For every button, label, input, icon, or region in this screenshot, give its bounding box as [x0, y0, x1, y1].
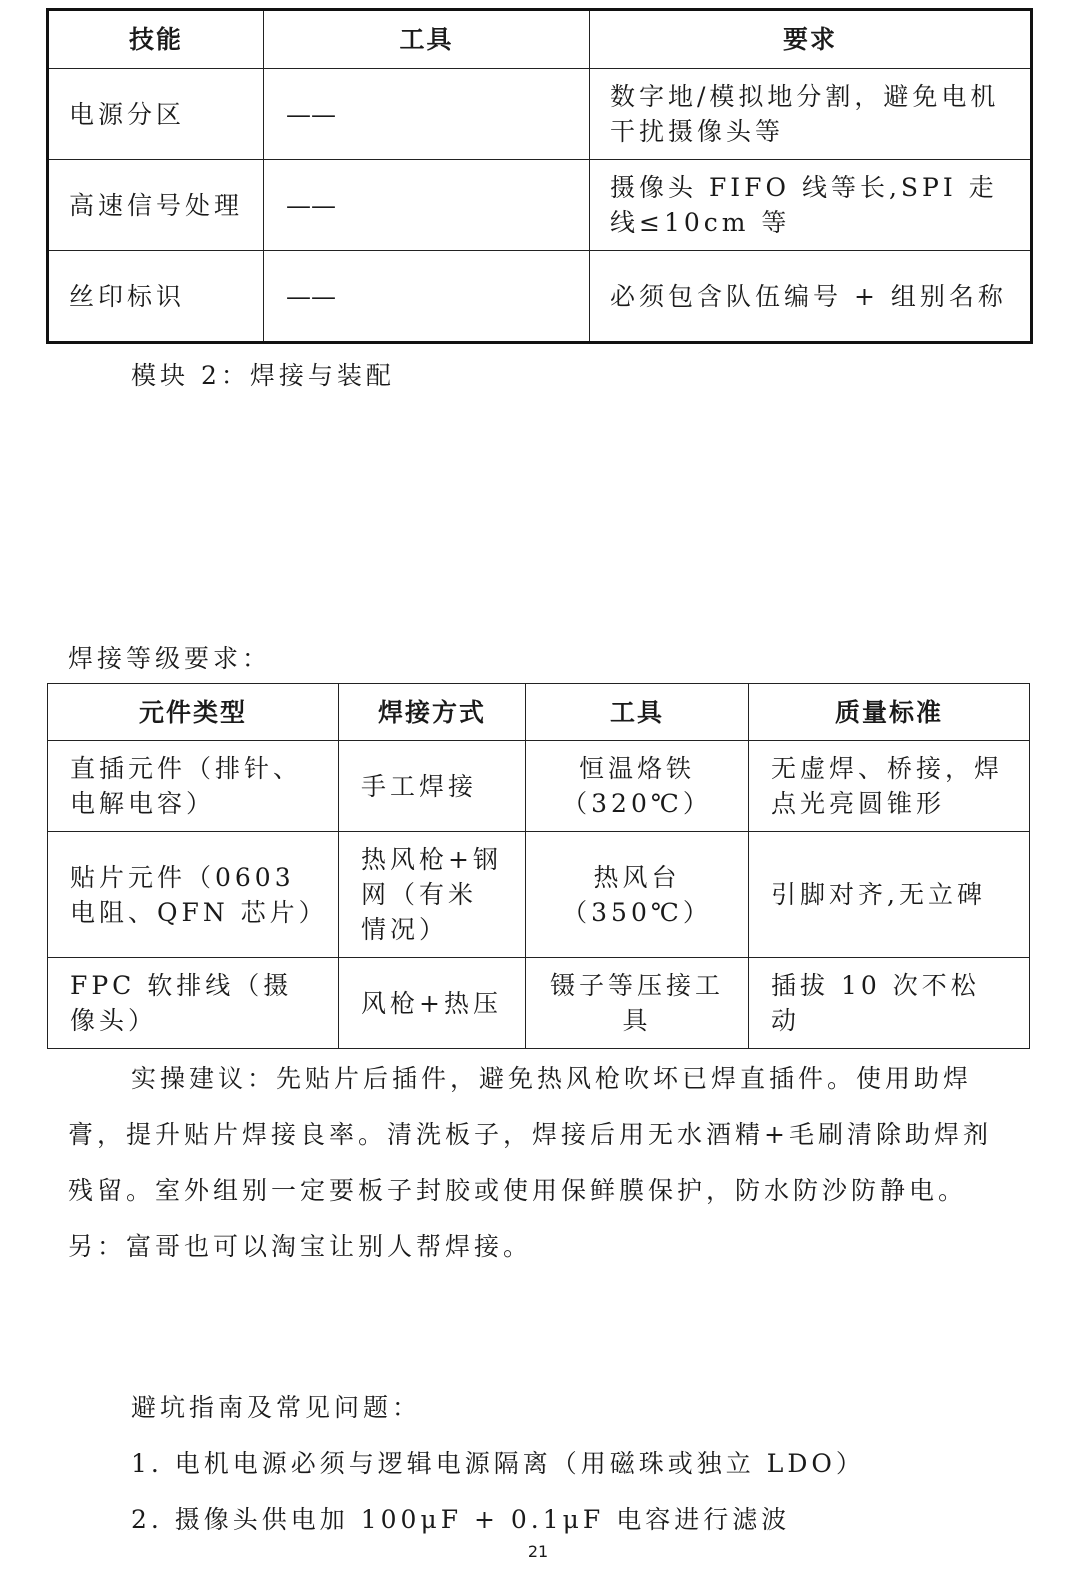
page-number: 21: [527, 1542, 549, 1561]
cell-standard: 插拔 10 次不松动: [749, 958, 1030, 1049]
welding-level-heading: 焊接等级要求：: [68, 644, 272, 673]
cell-tool: ——: [264, 251, 590, 343]
table-row: [48, 832, 1030, 958]
cell-tool: ——: [264, 69, 590, 160]
table-header-row: [48, 10, 1032, 69]
header-tool: 工具: [264, 10, 590, 69]
table-row: [48, 958, 1030, 1049]
table-row: [48, 160, 1032, 251]
pitfall-item-1: 1. 电机电源必须与逻辑电源隔离（用磁珠或独立 LDO）: [131, 1449, 865, 1478]
header-welding-method: 焊接方式: [339, 684, 526, 741]
cell-method: 手工焊接: [339, 741, 526, 832]
cell-standard: 引脚对齐,无立碑: [749, 832, 1030, 958]
cell-tool: 恒温烙铁（320℃）: [526, 741, 749, 832]
pitfalls-heading: 避坑指南及常见问题：: [131, 1393, 422, 1422]
header-quality-standard: 质量标准: [749, 684, 1030, 741]
module2-heading: 模块 2：焊接与装配: [131, 361, 395, 390]
cell-tool: 镊子等压接工具: [526, 958, 749, 1049]
cell-tool: ——: [264, 160, 590, 251]
pitfall-item-2: 2. 摄像头供电加 100μF + 0.1μF 电容进行滤波: [131, 1505, 791, 1534]
table-header-row: [48, 684, 1030, 741]
header-tool: 工具: [526, 684, 749, 741]
cell-standard: 无虚焊、桥接，焊点光亮圆锥形: [749, 741, 1030, 832]
table-row: [48, 741, 1030, 832]
cell-component: FPC 软排线（摄像头）: [48, 958, 339, 1049]
pcb-skills-table: [46, 8, 1033, 344]
cell-skill: 电源分区: [48, 69, 264, 160]
table-row: [48, 251, 1032, 343]
cell-method: 热风枪+钢网（有米情况）: [339, 832, 526, 958]
cell-requirement: 数字地/模拟地分割，避免电机干扰摄像头等: [590, 69, 1032, 160]
table-row: [48, 69, 1032, 160]
cell-tool: 热风台（350℃）: [526, 832, 749, 958]
cell-method: 风枪+热压: [339, 958, 526, 1049]
header-requirement: 要求: [590, 10, 1032, 69]
practice-advice-paragraph: 实操建议：先贴片后插件，避免热风枪吹坏已焊直插件。使用助焊膏，提升贴片焊接良率。清洗板子，焊接后用无水酒精+毛刷清除助焊剂残留。室外组别一定要板子封胶或使用保鲜膜保护，防水防沙防静电。另：富哥也可以淘宝让别人帮焊接。: [68, 1064, 992, 1261]
cell-skill: 高速信号处理: [48, 160, 264, 251]
cell-requirement: 必须包含队伍编号 + 组别名称: [590, 251, 1032, 343]
header-component-type: 元件类型: [48, 684, 339, 741]
welding-requirements-table: [47, 683, 1030, 1049]
header-skill: 技能: [48, 10, 264, 69]
cell-component: 贴片元件（0603 电阻、QFN 芯片）: [48, 832, 339, 958]
cell-skill: 丝印标识: [48, 251, 264, 343]
cell-requirement: 摄像头 FIFO 线等长,SPI 走线≤10cm 等: [590, 160, 1032, 251]
cell-component: 直插元件（排针、电解电容）: [48, 741, 339, 832]
